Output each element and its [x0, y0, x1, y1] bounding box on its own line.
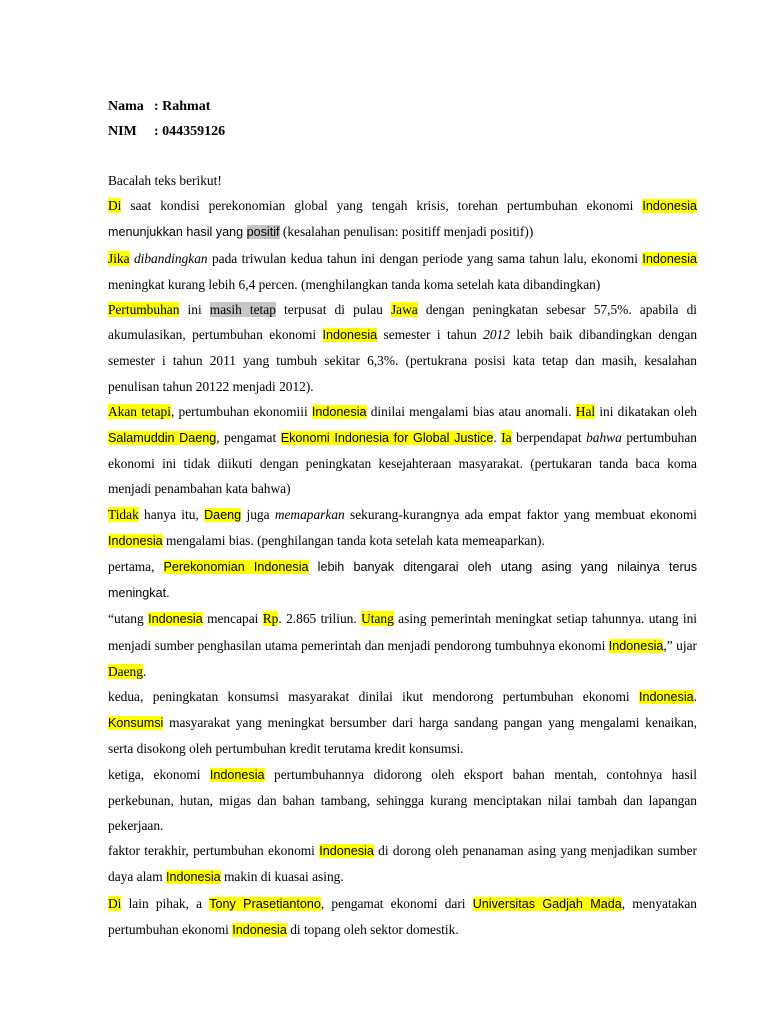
text-span: . 2.865 triliun.	[278, 611, 362, 627]
text-span: , pengamat ekonomi dari	[320, 895, 473, 911]
paragraph-7	[108, 606, 697, 684]
text-span: pada triwulan kedua tahun ini dengan periode yang sama tahun lalu, ekonomi	[207, 250, 643, 266]
italic-text: dibandingkan	[133, 250, 208, 266]
paragraph-3	[108, 297, 697, 399]
text-span: , menyatakan pertumbuhan ekonomi	[108, 895, 697, 937]
highlight: Pertumbuhan	[108, 302, 180, 318]
text-span: faktor terakhir, pertumbuhan ekonomi	[108, 843, 320, 859]
highlight: Utang	[361, 611, 394, 627]
paragraph-1	[108, 193, 697, 245]
highlight: Indonesia	[148, 612, 203, 627]
text-span: .	[142, 663, 147, 679]
text-span: juga	[241, 506, 275, 522]
italic-text: memaparkan	[274, 506, 345, 522]
highlight: Ekonomi Indonesia for Global Justice	[280, 431, 494, 446]
highlight: Universitas Gadjah Mada	[472, 896, 622, 911]
highlight: Di	[108, 198, 122, 214]
highlight: Rp	[262, 611, 279, 627]
paragraph-11	[108, 891, 697, 943]
highlight: Hal	[575, 403, 596, 419]
text-span: .	[493, 430, 502, 446]
text-span: makin di kuasai asing.	[220, 869, 344, 885]
text-span: asing pemerintah meningkat setiap tahunnya. utang ini menjadi sumber penghasilan utama pemerintah dan menjadi pendorong tumbuhnya ekonomi	[108, 611, 697, 653]
paragraph-5	[108, 502, 697, 554]
text-span: di dorong oleh penanaman asing yang menjadikan sumber daya alam	[108, 843, 698, 885]
nim-label: NIM	[108, 124, 137, 139]
text-span: dinilai mengalami bias atau anomali.	[366, 403, 576, 419]
highlight: Jawa	[390, 302, 418, 318]
text-span: pertumbuhan ekonomi ini tidak diikuti dengan peningkatan kesejahteraan masyarakat. (pertukaran tanda baca koma menjadi penambahan kata bahwa)	[108, 430, 697, 497]
text-span: , pengamat	[216, 430, 281, 446]
highlight: Indonesia	[209, 767, 265, 782]
highlight: Tidak	[108, 506, 139, 522]
highlight: Indonesia	[232, 922, 287, 937]
text-span: , pertumbuhan ekonomiii	[170, 403, 312, 419]
highlight: Daeng	[204, 507, 242, 522]
text-span: menunjukkan hasil yang	[108, 225, 247, 240]
highlight: Indonesia	[322, 328, 378, 343]
paragraph-8	[108, 684, 697, 762]
text-span: berpendapat	[511, 430, 587, 446]
text-span: masyarakat yang meningkat bersumber dari harga sandang pangan yang mengalami kenaikan, serta disokong oleh pertumbuhan kredit terutama kredit konsumsi.	[108, 715, 697, 757]
paragraph-9	[108, 762, 697, 839]
text-span: dengan peningkatan sebesar 57,5%. apabila di akumulasikan, pertumbuhan ekonomi	[108, 302, 697, 343]
text-span: lain pihak, a	[121, 895, 210, 911]
text-span: ,” ujar	[663, 637, 697, 653]
text-span: kedua, peningkatan konsumsi masyarakat dinilai ikut mendorong pertumbuhan ekonomi	[108, 689, 640, 705]
text-span: ketiga, ekonomi	[108, 766, 210, 782]
text-span: lebih baik dibandingkan dengan semester i tahun 2011 yang tumbuh sekitar 6,3%. (pertukrana posisi kata tetap dan masih, kesalahan penulisan tahun 20122 menjadi 2012).	[108, 327, 698, 394]
text-span: semester i tahun	[377, 327, 484, 343]
highlight: Indonesia	[108, 533, 163, 548]
gray-highlight: positif	[246, 225, 280, 240]
paragraph-10	[108, 838, 697, 890]
text-span: di topang oleh sektor domestik.	[286, 921, 459, 937]
text-span: lebih banyak ditengarai oleh utang asing yang nilainya terus meningkat.	[108, 560, 698, 601]
highlight: Indonesia	[608, 638, 664, 653]
paragraph-4	[108, 399, 697, 502]
highlight: Indonesia	[639, 690, 694, 705]
text-span: mengalami bias. (penghilangan tanda kota setelah kata memeaparkan).	[162, 532, 545, 548]
highlight: Salamuddin Daeng	[108, 431, 217, 446]
intro-line: Bacalah teks berikut!	[108, 173, 222, 188]
text-span: meningkat kurang lebih 6,4 percen. (menghilangkan tanda koma setelah kata dibandingkan)	[108, 276, 601, 292]
header-block	[108, 94, 225, 144]
highlight: Indonesia	[642, 199, 697, 214]
highlight: Indonesia	[166, 870, 221, 885]
text-span: pertumbuhannya didorong oleh eksport bahan mentah, contohnya hasil perkebunan, hutan, migas dan bahan tambang, sehingga kurang menciptakan nilai tambah dan lapangan pekerjaan.	[108, 766, 697, 834]
italic-text: bahwa	[586, 430, 622, 446]
nim-value: : 044359126	[154, 124, 226, 139]
text-span: ini	[179, 302, 210, 318]
highlight: Jika	[108, 250, 130, 266]
text-span: (kesalahan penulisan: positiff menjadi positif))	[279, 224, 534, 240]
text-span: hanya itu,	[138, 506, 205, 522]
highlight: Daeng	[108, 663, 143, 679]
highlight: Konsumsi	[108, 716, 164, 731]
document-body	[108, 168, 697, 943]
text-span: .	[693, 689, 697, 705]
name-value: : Rahmat	[154, 99, 211, 114]
name-line	[108, 94, 225, 119]
highlight: Di	[108, 895, 122, 911]
text-span: mencapai	[202, 611, 263, 627]
highlight: Indonesia	[311, 404, 367, 419]
nim-line	[108, 119, 225, 144]
paragraph-2	[108, 246, 697, 297]
name-label: Nama	[108, 99, 144, 114]
text-span: saat kondisi perekonomian global yang tengah krisis, torehan pertumbuhan ekonomi	[121, 198, 643, 214]
highlight: Indonesia	[642, 251, 697, 266]
text-span: ini dikatakan oleh	[595, 403, 697, 419]
highlight: Perekonomian Indonesia	[163, 560, 309, 575]
text-span: terpusat di pulau	[275, 302, 391, 318]
italic-text: 2012	[483, 327, 510, 343]
text-span: pertama,	[108, 559, 164, 575]
paragraph-6	[108, 554, 697, 606]
highlight: Indonesia	[319, 844, 374, 859]
text-span: sekurang-kurangnya ada empat faktor yang membuat ekonomi	[344, 506, 698, 522]
highlight: Akan tetapi	[108, 403, 171, 419]
gray-highlight: masih tetap	[209, 302, 276, 318]
text-span: “utang	[108, 611, 149, 627]
highlight: Tony Prasetiantono	[209, 896, 321, 911]
highlight: Ia	[501, 430, 512, 446]
